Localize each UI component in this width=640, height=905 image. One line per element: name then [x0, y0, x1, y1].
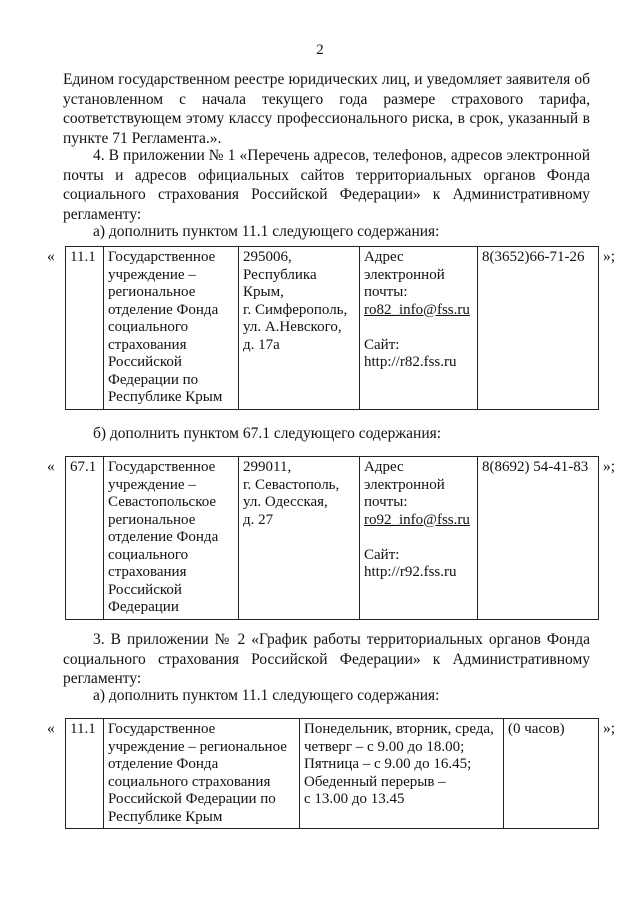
item-3-paragraph	[63, 630, 590, 689]
item-4-paragraph	[63, 146, 590, 224]
item-4-line: 4. В приложении № 1 «Перечень адресов, телефонов, адресов электронной	[93, 147, 590, 164]
subitem-a-1: а) дополнить пунктом 11.1 следующего содержания:	[93, 223, 440, 240]
table-sevastopol-addresses	[65, 456, 599, 620]
intro-line: Едином государственном реестре юридических лиц, и уведомляет заявителя об	[63, 71, 590, 88]
table-row	[66, 719, 599, 829]
site-link[interactable]: http://r82.fss.ru	[364, 354, 457, 370]
page-number: 2	[316, 42, 324, 58]
open-quote: «	[47, 248, 55, 265]
row-number: 11.1	[66, 247, 104, 410]
row-number: 11.1	[66, 719, 104, 829]
item-4-line: почты и адресов официальных сайтов территориальных органов Фонда	[63, 166, 590, 184]
item-3-line: 3. В приложении № 2 «График работы территориальных органов Фонда	[93, 631, 590, 648]
open-quote: «	[47, 458, 55, 475]
intro-line: установленном с начала текущего года размере страхового тарифа,	[63, 90, 590, 108]
close-quote: »;	[603, 720, 616, 737]
reception-hours: (0 часов)	[504, 719, 599, 829]
organization-address: 299011, г. Севастополь, ул. Одесская, д. 27	[239, 457, 360, 620]
intro-line: соответствующем этому классу профессионального риска, в срок, указанный в	[63, 110, 590, 127]
item-3-line: социального страхования Российской Федерации» к Административному	[63, 650, 590, 668]
item-3-line: регламенту:	[63, 670, 142, 687]
intro-paragraph	[63, 70, 590, 148]
table-row	[66, 247, 599, 410]
organization-address: 295006, Республика Крым, г. Симферополь, ул. А.Невского, д. 17а	[239, 247, 360, 410]
organization-phone: 8(3652)66-71-26	[478, 247, 599, 410]
item-4-line: регламенту:	[63, 205, 142, 223]
organization-phone: 8(8692) 54-41-83	[478, 457, 599, 620]
organization-name: Государственное учреждение – региональное отделение Фонда социального страхования Российской Федерации по Республике Крым	[104, 719, 300, 829]
subitem-a-2: а) дополнить пунктом 11.1 следующего содержания:	[93, 687, 440, 704]
table-work-schedule	[65, 718, 599, 829]
email-link[interactable]: ro82_info@fss.ru	[364, 301, 470, 318]
organization-contacts: Адрес электронной почты: ro92_info@fss.ru Сайт: http://r92.fss.ru	[360, 457, 478, 620]
intro-line: пункте 71 Регламента.».	[63, 129, 222, 147]
organization-name: Государственное учреждение – региональное отделение Фонда социального страхования Российской Федерации по Республике Крым	[104, 247, 239, 410]
site-link[interactable]: http://r92.fss.ru	[364, 564, 457, 580]
row-number: 67.1	[66, 457, 104, 620]
organization-contacts: Адрес электронной почты: ro82_info@fss.ru Сайт: http://r82.fss.ru	[360, 247, 478, 410]
close-quote: »;	[603, 458, 616, 475]
open-quote: «	[47, 720, 55, 737]
close-quote: »;	[603, 248, 616, 265]
table-row	[66, 457, 599, 620]
email-link[interactable]: ro92_info@fss.ru	[364, 511, 470, 528]
organization-name: Государственное учреждение – Севастопольское региональное отделение Фонда социального страхования Российской Федерации	[104, 457, 239, 620]
item-4-line: социального страхования Российской Федерации» к Административному	[63, 186, 590, 203]
table-region-crimea-addresses	[65, 246, 599, 410]
work-schedule: Понедельник, вторник, среда, четверг – с 9.00 до 18.00; Пятница – с 9.00 до 16.45; Обеденный перерыв – с 13.00 до 13.45	[300, 719, 504, 829]
subitem-b: б) дополнить пунктом 67.1 следующего содержания:	[93, 425, 442, 442]
